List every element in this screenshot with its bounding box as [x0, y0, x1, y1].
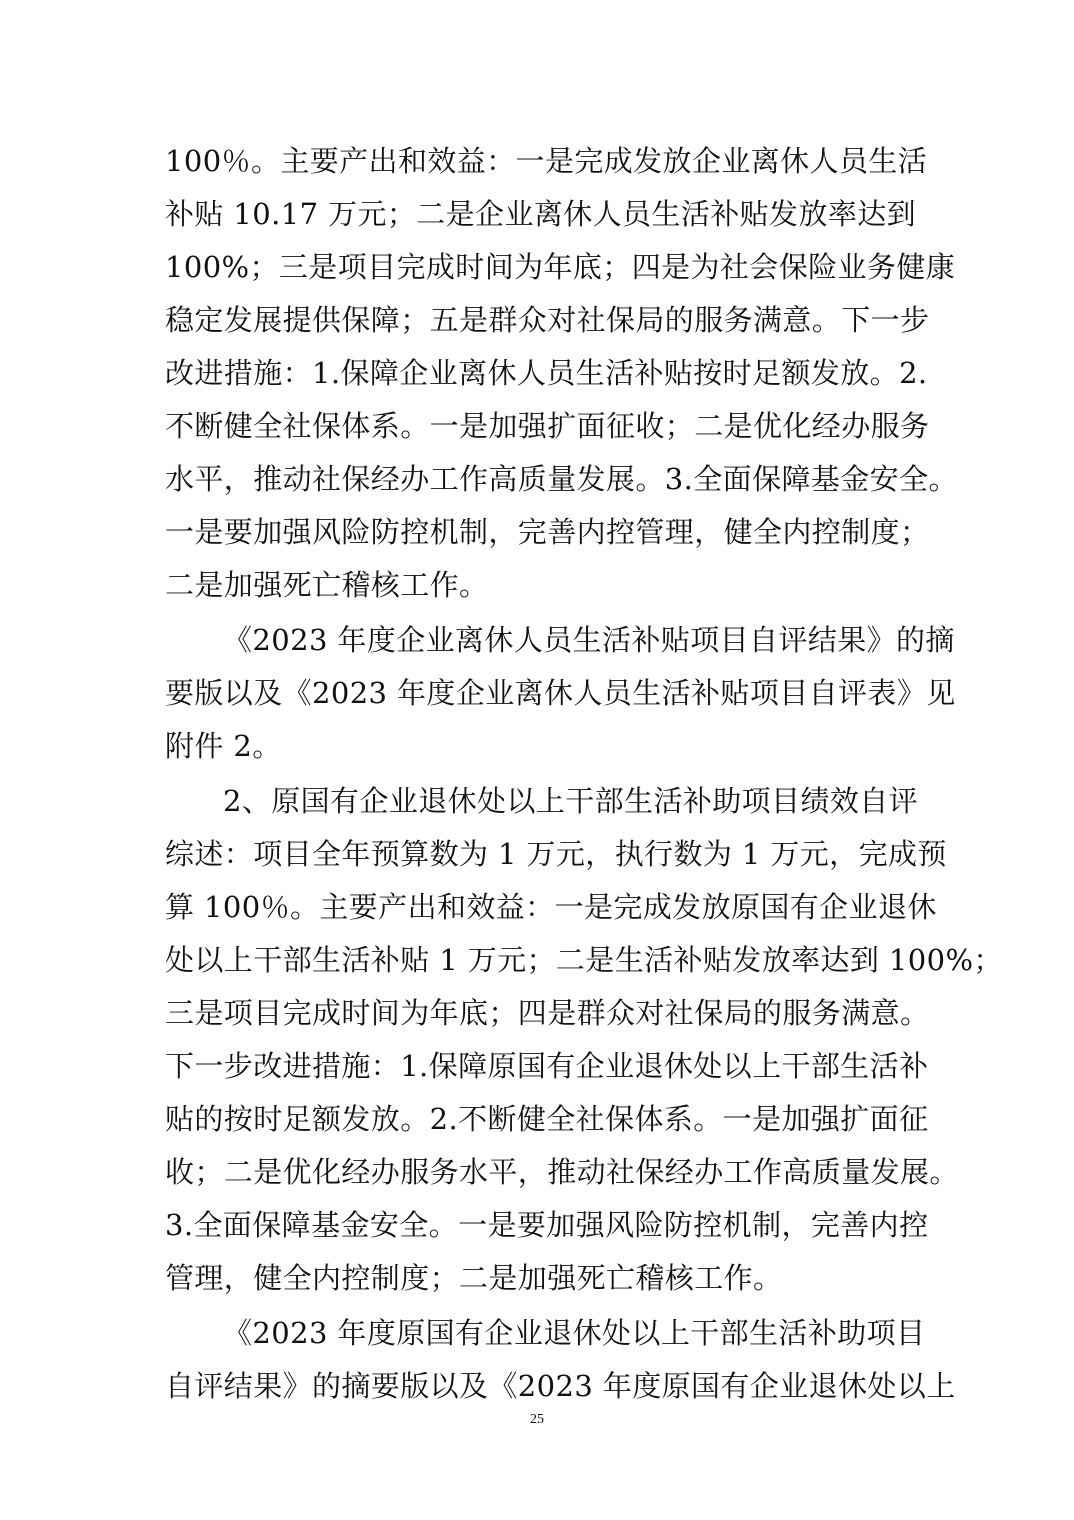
text-line: 贴的按时足额发放。2.不断健全社保体系。一是加强扩面征 — [165, 1102, 929, 1136]
text-line: 算 100％。主要产出和效益：一是完成发放原国有企业退休 — [165, 890, 937, 924]
text-line: 3.全面保障基金安全。一是要加强风险防控机制，完善内控 — [165, 1208, 929, 1242]
text-line: 自评结果》的摘要版以及《2023 年度原国有企业退休处以上 — [165, 1369, 956, 1403]
page-number: 25 — [530, 1412, 544, 1427]
text-line: 《2023 年度原国有企业退休处以上干部生活补助项目 — [223, 1316, 926, 1350]
paragraph — [165, 1307, 956, 1413]
text-line: 附件 2。 — [165, 729, 282, 763]
text-line: 补贴 10.17 万元；二是企业离休人员生活补贴发放率达到 — [165, 197, 917, 231]
paragraph — [165, 135, 958, 612]
text-line: 下一步改进措施：1.保障原国有企业退休处以上干部生活补 — [165, 1049, 929, 1083]
paragraph — [165, 775, 1003, 1305]
text-line: 水平，推动社保经办工作高质量发展。3.全面保障基金安全。 — [165, 462, 958, 496]
text-line: 100％。主要产出和效益：一是完成发放企业离休人员生活 — [165, 144, 928, 178]
text-line: 二是加强死亡稽核工作。 — [165, 568, 489, 602]
text-line: 2、原国有企业退休处以上干部生活补助项目绩效自评 — [223, 784, 919, 818]
text-line: 要版以及《2023 年度企业离休人员生活补贴项目自评表》见 — [165, 676, 956, 710]
paragraph — [165, 614, 956, 773]
text-line: 三是项目完成时间为年底；四是群众对社保局的服务满意。 — [165, 996, 930, 1030]
text-line: 一是要加强风险防控机制，完善内控管理，健全内控制度； — [165, 515, 930, 549]
body-text — [165, 135, 1003, 1413]
text-line: 改进措施：1.保障企业离休人员生活补贴按时足额发放。2. — [165, 356, 928, 390]
text-line: 综述：项目全年预算数为 1 万元，执行数为 1 万元，完成预 — [165, 837, 947, 871]
text-line: 收；二是优化经办服务水平，推动社保经办工作高质量发展。 — [165, 1155, 959, 1189]
text-line: 不断健全社保体系。一是加强扩面征收；二是优化经办服务 — [165, 409, 930, 443]
text-line: 100%；三是项目完成时间为年底；四是为社会保险业务健康 — [165, 250, 956, 284]
text-line: 《2023 年度企业离休人员生活补贴项目自评结果》的摘 — [223, 623, 955, 657]
text-line: 管理，健全内控制度；二是加强死亡稽核工作。 — [165, 1261, 783, 1295]
text-line: 稳定发展提供保障；五是群众对社保局的服务满意。下一步 — [165, 303, 930, 337]
text-line: 处以上干部生活补贴 1 万元；二是生活补贴发放率达到 100%； — [165, 943, 1003, 977]
